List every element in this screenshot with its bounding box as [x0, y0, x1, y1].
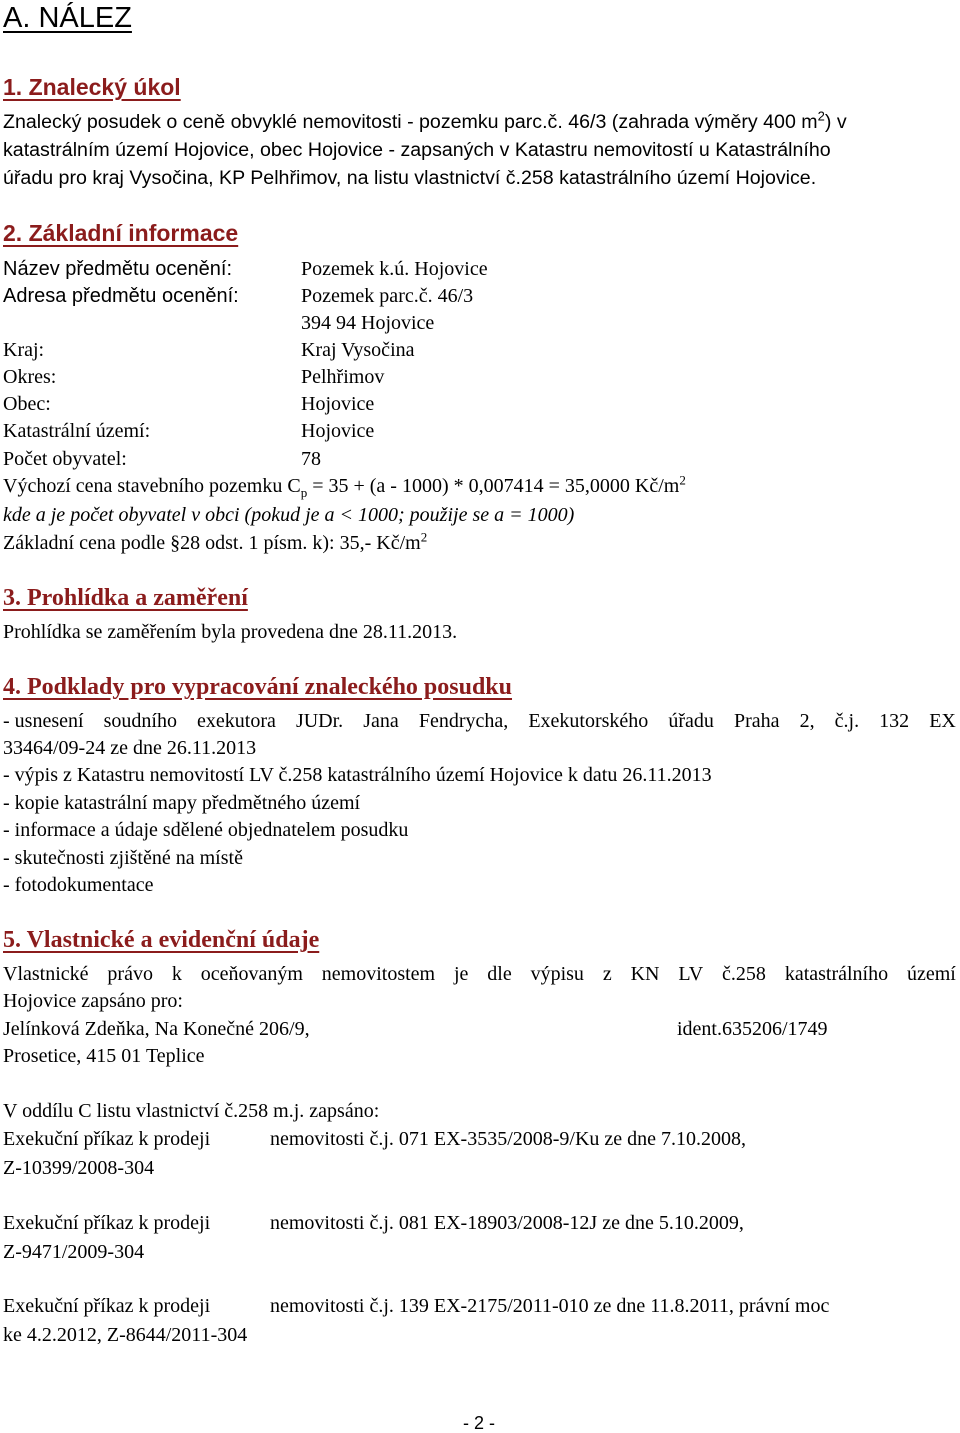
info-value: Hojovice: [301, 420, 375, 442]
word: nemovitostem: [321, 963, 436, 985]
word: je: [453, 963, 469, 985]
heading-4: 4. Podklady pro vypracování znaleckého posudku: [3, 674, 513, 700]
section-title: A. NÁLEZ: [3, 2, 132, 34]
info-key: Počet obyvatel:: [3, 448, 127, 470]
entry-type: Exekuční příkaz k prodeji: [3, 1295, 211, 1317]
source-item: - informace a údaje sdělené objednatelem posudku: [3, 819, 409, 841]
info-value: 78: [301, 448, 321, 470]
info-value: Pozemek k.ú. Hojovice: [301, 258, 488, 280]
word: č.258: [722, 963, 766, 985]
task-text-b: ) v: [824, 111, 847, 133]
word: katastrálního: [784, 963, 889, 985]
entry-type: Exekuční příkaz k prodeji: [3, 1212, 211, 1234]
heading-5: 5. Vlastnické a evidenční údaje: [3, 927, 320, 953]
ownership-line-2: Hojovice zapsáno pro:: [3, 990, 183, 1012]
word: Fendrycha,: [418, 710, 509, 732]
owner-ident: ident.635206/1749: [677, 1018, 828, 1040]
word: EX: [929, 710, 956, 732]
info-value: 394 94 Hojovice: [301, 312, 435, 334]
info-key: Název předmětu ocenění:: [3, 258, 233, 280]
task-line-3: úřadu pro kraj Vysočina, KP Pelhřimov, na listu vlastnictví č.258 katastrálního území Hojovice.: [3, 167, 817, 189]
task-text-a: Znalecký posudek o ceně obvyklé nemovitosti - pozemku parc.č. 46/3 (zahrada výměry 400 m: [3, 111, 818, 133]
ownership-line-1: [3, 964, 956, 984]
task-line-2: katastrálním území Hojovice, obec Hojovice - zapsaných v Katastru nemovitostí u Katastrálního: [3, 139, 831, 161]
word: dle: [487, 963, 512, 985]
info-value: Pelhřimov: [301, 366, 385, 388]
info-row: [3, 367, 953, 391]
formula-note: kde a je počet obyvatel v obci (pokud je a < 1000; použije se a = 1000): [3, 504, 575, 526]
entry-line: [3, 1296, 829, 1316]
info-row: [3, 394, 953, 418]
entry-ref: Z-10399/2008-304: [3, 1157, 155, 1179]
entry-detail: nemovitosti č.j. 081 EX-18903/2008-12J ze dne 5.10.2009,: [270, 1212, 744, 1234]
word: - usnesení: [3, 710, 84, 732]
word: exekutora: [197, 710, 276, 732]
word: 2,: [799, 710, 815, 732]
word: oceňovaným: [200, 963, 303, 985]
word: území: [907, 963, 956, 985]
source-item: - skutečnosti zjištěné na místě: [3, 847, 243, 869]
info-value: Pozemek parc.č. 46/3: [301, 285, 474, 307]
info-row: [3, 313, 953, 337]
source-item: - výpis z Katastru nemovitostí LV č.258 katastrálního území Hojovice k datu 26.11.2013: [3, 764, 712, 786]
word: úřadu: [668, 710, 714, 732]
inspection-text: Prohlídka se zaměřením byla provedena dne 28.11.2013.: [3, 621, 458, 643]
page-number: - 2 -: [463, 1413, 496, 1433]
entry-type: Exekuční příkaz k prodeji: [3, 1128, 211, 1150]
info-row: [3, 449, 953, 473]
formula-sup: 2: [679, 472, 686, 488]
info-key: Kraj:: [3, 339, 45, 361]
base-price-text: Základní cena podle §28 odst. 1 písm. k): 35,- Kč/m: [3, 532, 421, 554]
formula-text-b: = 35 + (a - 1000) * 0,007414 = 35,0000 Kč/m: [307, 475, 680, 497]
word: JUDr.: [295, 710, 344, 732]
info-key: Obec:: [3, 393, 51, 415]
info-value: Hojovice: [301, 393, 375, 415]
task-line-1: [3, 108, 847, 133]
heading-3: 3. Prohlídka a zaměření: [3, 585, 248, 611]
word: Praha: [733, 710, 780, 732]
word: LV: [678, 963, 704, 985]
source-item: - kopie katastrální mapy předmětného území: [3, 792, 361, 814]
formula-text-a: Výchozí cena stavebního pozemku C: [3, 475, 301, 497]
word: právo: [107, 963, 153, 985]
info-row: [3, 286, 953, 310]
price-formula: [3, 472, 686, 500]
section-c-heading: V oddílu C listu vlastnictví č.258 m.j. zapsáno:: [3, 1100, 380, 1122]
source-item-1-cont: 33464/09-24 ze dne 26.11.2013: [3, 737, 257, 759]
info-key: Okres:: [3, 366, 57, 388]
entry-ref: Z-9471/2009-304: [3, 1241, 145, 1263]
word: č.j.: [834, 710, 860, 732]
base-price: [3, 529, 428, 554]
owner-address: Prosetice, 415 01 Teplice: [3, 1045, 205, 1067]
word: z: [602, 963, 612, 985]
entry-detail: nemovitosti č.j. 071 EX-3535/2008-9/Ku ze dne 7.10.2008,: [270, 1128, 747, 1150]
word: Vlastnické: [3, 963, 89, 985]
word: Exekutorského: [528, 710, 649, 732]
owner-name: Jelínková Zdeňka, Na Konečné 206/9,: [3, 1018, 310, 1040]
word: Jana: [363, 710, 399, 732]
task-sup: 2: [817, 108, 825, 124]
info-row: [3, 259, 953, 283]
entry-ref: ke 4.2.2012, Z-8644/2011-304: [3, 1324, 248, 1346]
word: k: [171, 963, 182, 985]
word: výpisu: [530, 963, 584, 985]
formula-sub: p: [300, 485, 308, 500]
heading-2: 2. Základní informace: [3, 220, 239, 246]
base-price-sup: 2: [420, 529, 428, 545]
entry-detail: nemovitosti č.j. 139 EX-2175/2011-010 ze dne 11.8.2011, právní moc: [270, 1295, 830, 1317]
info-row: [3, 340, 953, 364]
entry-line: [3, 1129, 746, 1149]
source-item: - fotodokumentace: [3, 874, 154, 896]
word: soudního: [103, 710, 177, 732]
info-key: Katastrální území:: [3, 420, 151, 442]
word: KN: [630, 963, 660, 985]
word: 132: [879, 710, 910, 732]
info-key: Adresa předmětu ocenění:: [3, 285, 239, 307]
source-item-1: [3, 711, 956, 731]
heading-1: 1. Znalecký úkol: [3, 74, 181, 100]
info-row: [3, 421, 953, 445]
info-value: Kraj Vysočina: [301, 339, 415, 361]
entry-line: [3, 1213, 744, 1233]
